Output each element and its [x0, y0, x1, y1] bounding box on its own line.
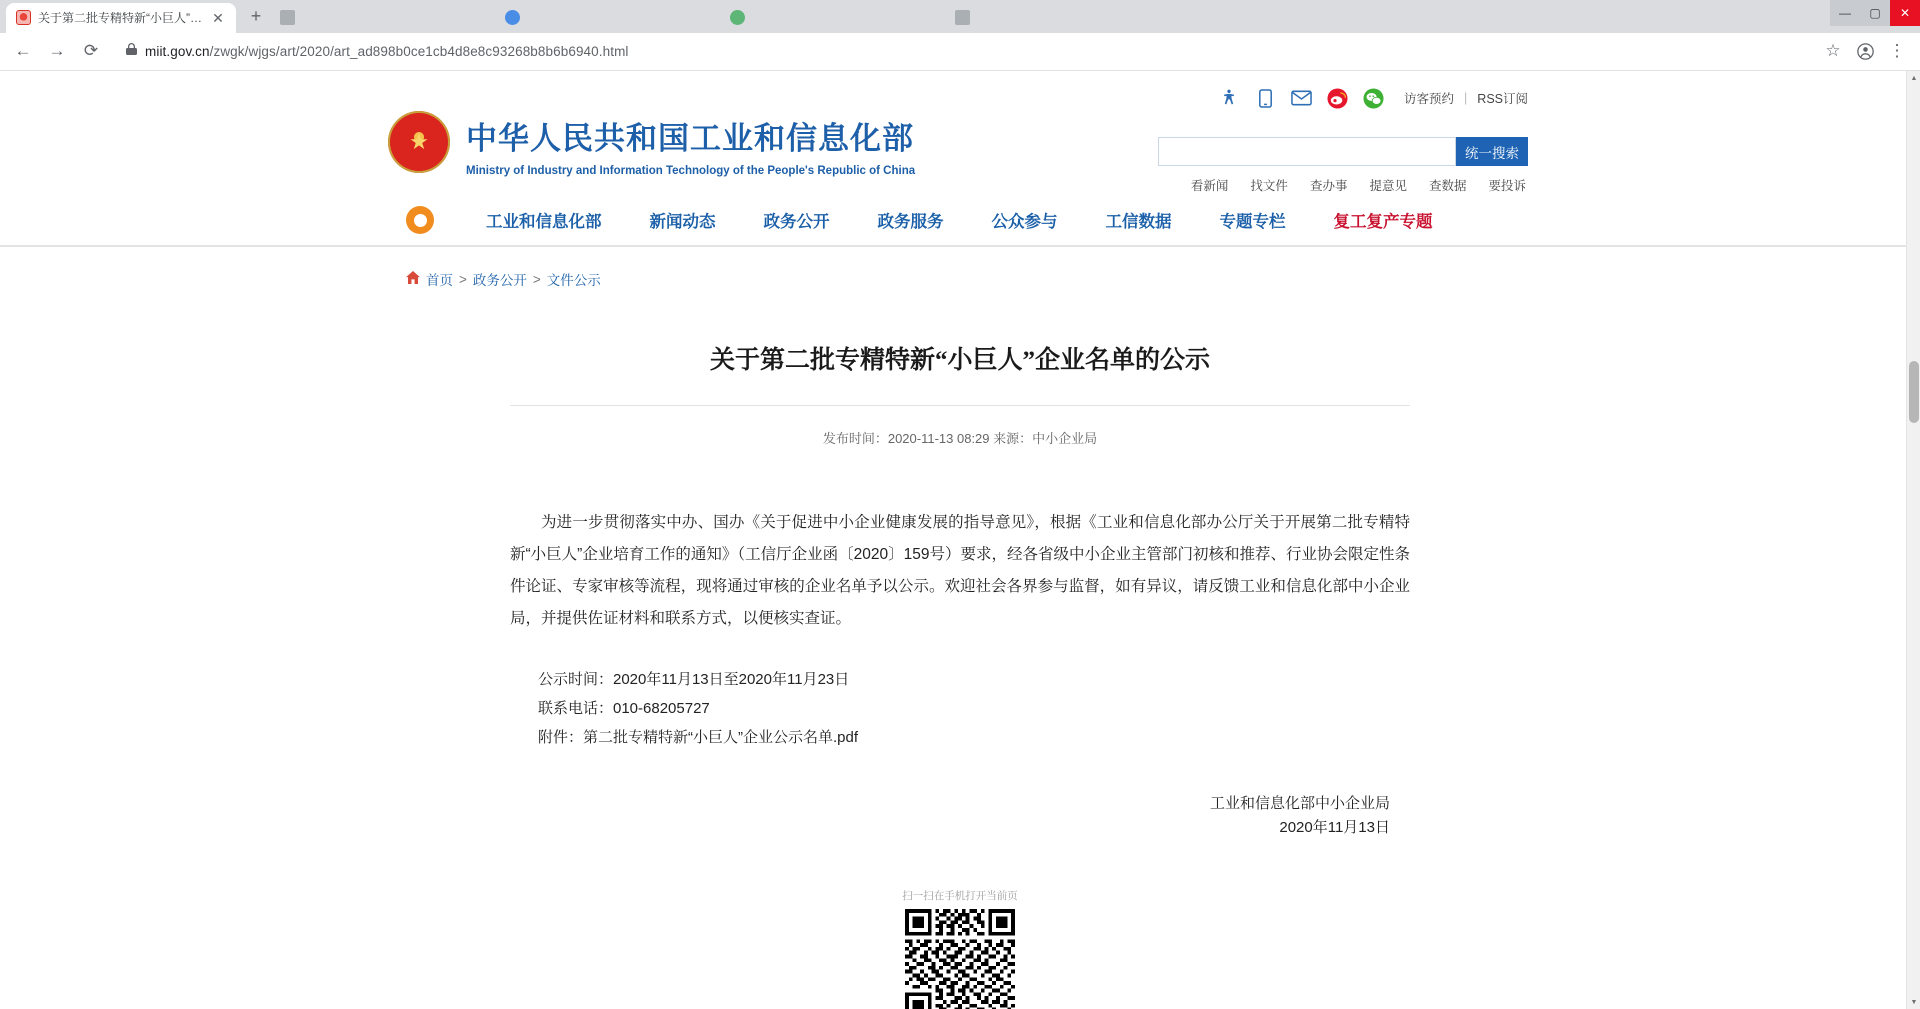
lock-icon — [126, 43, 137, 59]
quick-link-feedback[interactable]: 提意见 — [1369, 179, 1407, 194]
nav-item-resume-work-special[interactable]: 复工复产专题 — [1333, 213, 1433, 232]
green-favicon-icon — [730, 10, 745, 25]
site-title-cn: 中华人民共和国工业和信息化部 — [466, 121, 914, 157]
article-notice-lines — [510, 665, 1410, 753]
minimize-button[interactable]: — — [1830, 0, 1860, 26]
quick-link-documents[interactable]: 找文件 — [1250, 179, 1288, 194]
address-bar[interactable] — [116, 37, 1808, 65]
tab-title: 关于第二批专精特新“小巨人”… — [38, 11, 202, 26]
scrollbar-thumb[interactable] — [1909, 361, 1919, 423]
breadcrumb-item-home[interactable]: 首页 — [426, 273, 453, 289]
notice-line-phone: 联系电话：010-68205727 — [538, 699, 710, 717]
reload-icon[interactable]: ⟳ — [83, 41, 99, 61]
quick-link-data[interactable]: 查数据 — [1428, 179, 1467, 194]
rss-link[interactable]: RSS订阅 — [1477, 92, 1528, 107]
breadcrumb-separator: > — [459, 271, 467, 287]
search-row — [1158, 137, 1528, 166]
breadcrumb-item-disclosure[interactable]: 政务公开 — [472, 273, 527, 289]
search-button[interactable]: 统一搜索 — [1456, 137, 1528, 166]
grey-favicon-icon — [280, 10, 295, 25]
article-body — [510, 507, 1410, 840]
main-navigation — [0, 195, 1920, 247]
tab-strip — [0, 0, 1920, 33]
breadcrumb-item-document-notice[interactable]: 文件公示 — [546, 273, 601, 289]
qr-code-image — [905, 909, 1015, 1009]
toolbar-actions — [1818, 36, 1912, 66]
browser-toolbar — [0, 33, 1920, 72]
miit-favicon-icon — [16, 10, 31, 25]
forward-icon[interactable]: → — [48, 41, 66, 61]
site-title-en: Ministry of Industry and Information Technology of the People's Republic of China — [466, 165, 916, 178]
nav-item-ministry[interactable]: 工业和信息化部 — [486, 213, 602, 232]
site-header — [0, 103, 1920, 194]
miit-page — [0, 71, 1920, 1009]
browser-tab-3[interactable] — [495, 3, 720, 33]
nav-item-government-services[interactable]: 政务服务 — [877, 213, 944, 232]
search-input[interactable] — [1158, 137, 1456, 166]
nav-item-special-columns[interactable]: 专题专栏 — [1219, 213, 1286, 232]
nav-item-news[interactable]: 新闻动态 — [649, 213, 716, 232]
url-domain: miit.gov.cn — [145, 43, 210, 59]
browser-tab-active[interactable] — [6, 3, 236, 33]
article-paragraph: 为进一步贯彻落实中办、国办《关于促进中小企业健康发展的指导意见》，根据《工业和信息化部办公厅关于开展第二批专精特新“小巨人”企业培育工作的通知》（工信厅企业函〔2020〕159号）要求，经各省级中小企业主管部门初核和推荐、行业协会限定性条件论证、专家审核等流程，现将通过审核的企业名单予以公示。欢迎社会各界参与监督，如有异议，请反馈工业和信息化部中小企业局，并提供佐证材料和联系方式，以便核实查证。 — [510, 514, 1410, 627]
visitor-booking-link[interactable]: 访客预约 — [1404, 92, 1455, 107]
page-viewport — [0, 71, 1920, 1009]
window-controls — [1830, 0, 1920, 26]
scroll-down-icon[interactable]: ▼ — [1910, 998, 1918, 1006]
back-icon[interactable]: ← — [14, 41, 32, 61]
home-icon — [406, 271, 420, 287]
breadcrumb — [0, 269, 1920, 289]
browser-tab-4[interactable] — [720, 3, 945, 33]
nav-item-public-participation[interactable]: 公众参与 — [991, 213, 1058, 232]
quick-link-services[interactable]: 查办事 — [1309, 179, 1348, 194]
page-scrollbar[interactable] — [1906, 71, 1920, 1009]
site-title-block — [466, 103, 915, 177]
close-icon[interactable]: ✕ — [212, 9, 224, 26]
national-emblem-icon — [388, 111, 450, 173]
profile-icon[interactable] — [1850, 36, 1880, 66]
nav-item-industry-data[interactable]: 工信数据 — [1105, 213, 1172, 232]
maximize-button[interactable]: ▢ — [1860, 0, 1890, 26]
url-path: /zwgk/wjgs/art/2020/art_ad898b0ce1cb4d8e8c93268b8b6b6940.html — [209, 43, 629, 59]
quick-link-complaint[interactable]: 要投诉 — [1488, 179, 1526, 194]
grey-favicon-icon — [955, 10, 970, 25]
notice-line-period: 公示时间：2020年11月13日至2020年11月23日 — [538, 670, 850, 688]
breadcrumb-separator: > — [532, 271, 541, 287]
blue-favicon-icon — [505, 10, 520, 25]
article-meta: 发布时间：2020-11-13 08:29 来源：中小企业局 — [510, 405, 1410, 463]
qr-caption: 扫一扫在手机打开当前页 — [902, 890, 1018, 903]
bookmark-star-icon[interactable]: ☆ — [1825, 41, 1841, 61]
nav-item-government-disclosure[interactable]: 政务公开 — [763, 213, 830, 232]
nav-logo-icon — [406, 206, 434, 234]
article-signature — [510, 792, 1410, 840]
notice-line-attachment[interactable]: 附件：第二批专精特新“小巨人”企业公示名单.pdf — [538, 729, 859, 747]
site-search — [1158, 137, 1528, 194]
signature-date: 2020年11月13日 — [1279, 819, 1390, 837]
close-window-button[interactable]: ✕ — [1890, 0, 1920, 26]
browser-tab-5[interactable] — [945, 3, 1170, 33]
scroll-up-icon[interactable]: ▲ — [1910, 74, 1918, 82]
search-quick-links — [1158, 176, 1528, 194]
page-title: 关于第二批专精特新“小巨人”企业名单的公示 — [709, 346, 1210, 374]
utility-separator: | — [1464, 91, 1468, 106]
qr-block — [890, 888, 1030, 1009]
url-display — [145, 44, 629, 59]
menu-icon[interactable]: ⋮ — [1888, 41, 1906, 61]
new-tab-button[interactable]: + — [250, 6, 262, 27]
signature-org: 工业和信息化部中小企业局 — [1209, 795, 1390, 813]
quick-link-news[interactable]: 看新闻 — [1190, 179, 1229, 194]
article — [510, 289, 1410, 1009]
browser-tab-2[interactable] — [270, 3, 495, 33]
